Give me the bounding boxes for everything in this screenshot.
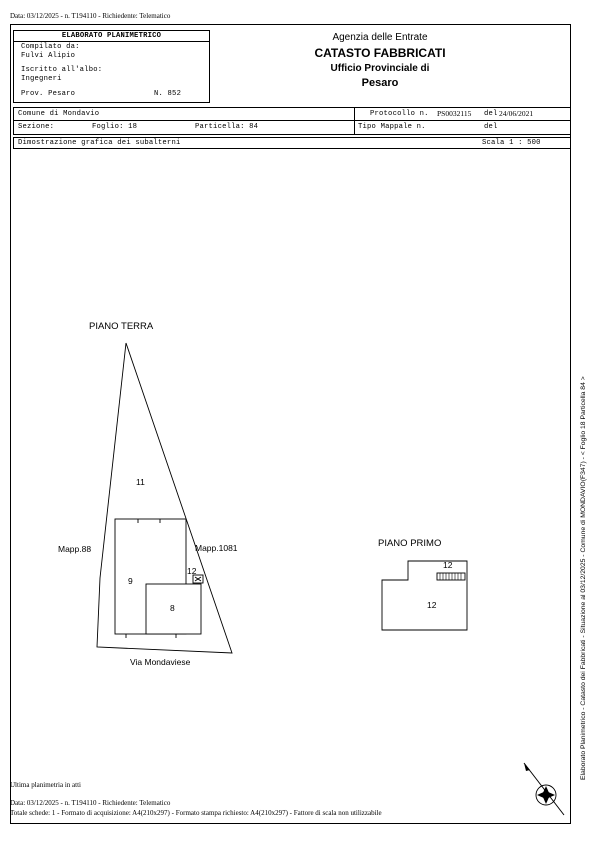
iscritto-label: Iscritto all'albo: <box>21 66 103 74</box>
piano-terra-label: PIANO TERRA <box>89 321 154 332</box>
del-label: del <box>484 110 498 118</box>
mapp-1081-label: Mapp.1081 <box>195 543 238 553</box>
del2-label: del <box>484 123 498 131</box>
sub-12-primo-top-label: 12 <box>443 560 453 570</box>
piano-primo-outline <box>382 561 467 630</box>
dimostrazione-text: Dimostrazione grafica dei subalterni <box>18 139 181 147</box>
del-value: 24/06/2021 <box>499 109 534 118</box>
piano-primo-label: PIANO PRIMO <box>378 538 442 549</box>
agency-name: Agenzia delle Entrate <box>332 32 428 43</box>
sub-12-primo-label: 12 <box>427 600 437 610</box>
compilato-name: Fulvi Alipio <box>21 52 76 60</box>
iscritto-value: Ingegneri <box>21 75 62 83</box>
ultima-planimetria-text: Ultima planimetria in atti <box>10 781 81 789</box>
agency-city: Pesaro <box>361 77 399 89</box>
footer-data-line: Data: 03/12/2025 - n. T194110 - Richiedente: Telematico <box>10 799 171 807</box>
comune-text: Comune di Mondavio <box>18 110 100 118</box>
protocollo-label: Protocollo n. <box>370 110 429 118</box>
footer-totale-line: Totale schede: 1 - Formato di acquisizione: A4(210x297) - Formato stampa richiesto: A4(210x297) - Fattore di scala non utilizzabile <box>10 809 382 817</box>
prov-label: Prov. Pesaro <box>21 90 76 98</box>
side-vertical-text: Elaborato Planimetrico - Catasto dei Fabbricati - Situazione al 03/12/2025 - Comune di MONDAVIO(F347) - < Foglio 18 Particella 84 > <box>580 376 587 780</box>
tipo-mappale-label: Tipo Mappale n. <box>358 123 426 131</box>
sub-12-terra-label: 12 <box>187 566 197 576</box>
street-label: Via Mondaviese <box>130 657 191 667</box>
elaborato-title: ELABORATO PLANIMETRICO <box>61 32 162 40</box>
sezione-label: Sezione: <box>18 123 55 131</box>
protocollo-value: PS0032115 <box>437 109 472 118</box>
compass-north-arrow-icon <box>524 763 564 815</box>
foglio-text: Foglio: 18 <box>92 123 138 131</box>
mapp-88-label: Mapp.88 <box>58 544 92 554</box>
scala-text: Scala 1 : 500 <box>482 139 541 147</box>
compilato-label: Compilato da: <box>21 43 80 51</box>
sub-9-label: 9 <box>128 576 133 586</box>
particella-text: Particella: 84 <box>195 123 259 131</box>
agency-office: Ufficio Provinciale di <box>330 63 430 74</box>
sub-8-label: 8 <box>170 603 175 613</box>
header-request-line: Data: 03/12/2025 - n. T194110 - Richiedente: Telematico <box>10 12 171 20</box>
sub-11-label: 11 <box>136 477 145 487</box>
agency-catasto: CATASTO FABBRICATI <box>314 46 446 60</box>
albo-number: N. 852 <box>154 90 182 98</box>
